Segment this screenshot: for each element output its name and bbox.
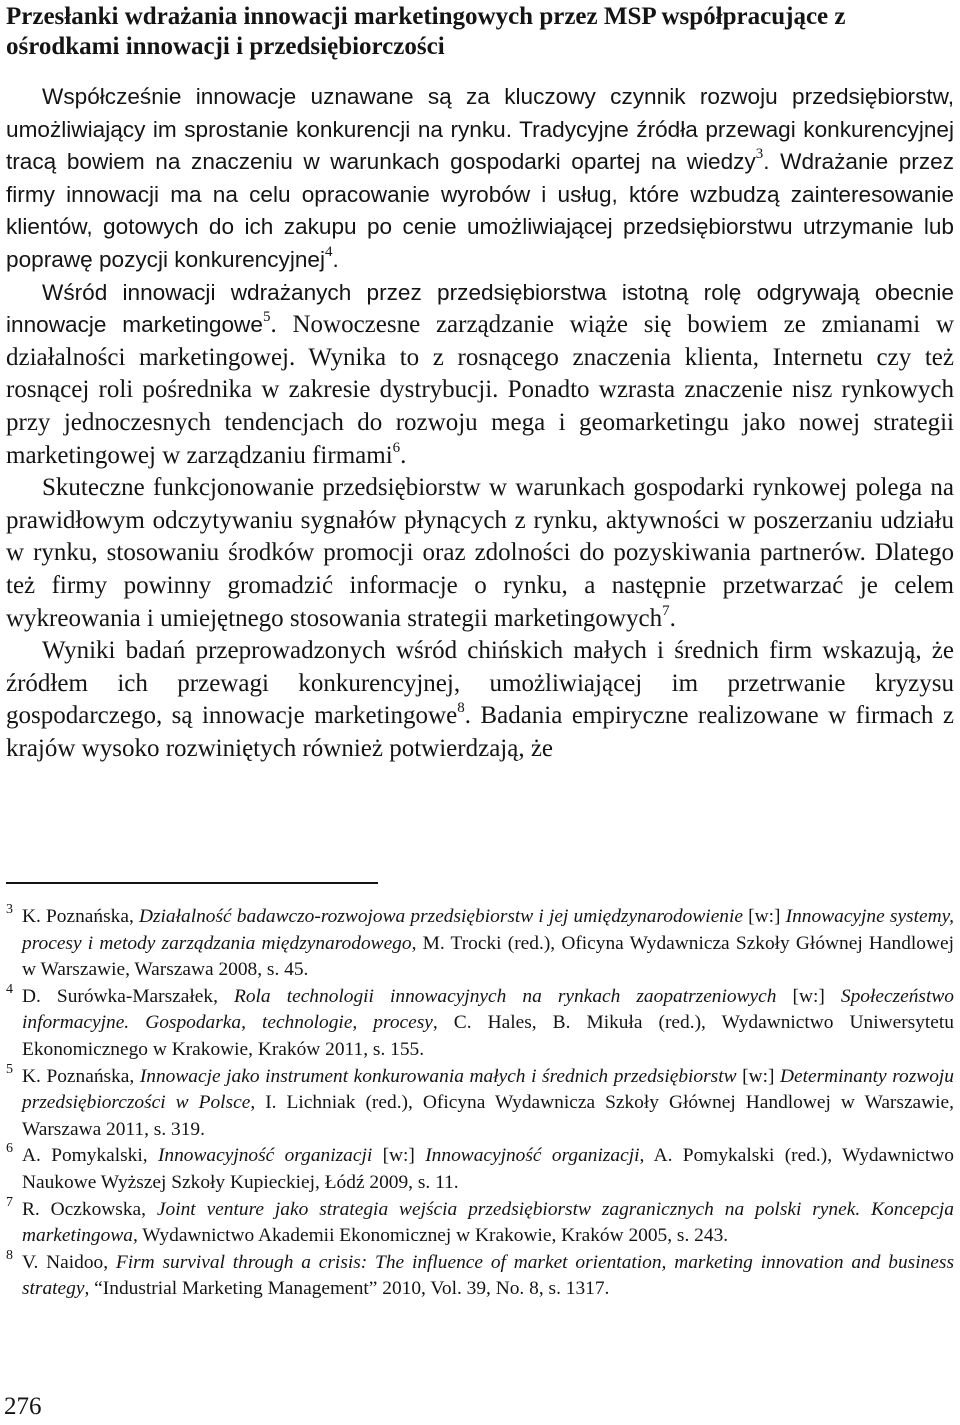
paragraph-text: Wśród innowacji wdrażanych przez przedsiębiorstwa istotną rolę odgrywają obecnie innowacje marketingowe <box>6 279 954 338</box>
footnote-text <box>22 904 954 984</box>
paragraph-text: . Badania empiryczne realizowane w firmach z krajów wysoko rozwiniętych również potwierdzają, że <box>6 702 954 762</box>
footnote-title: Rola technologii innowacyjnych na rynkach zaopatrzeniowych <box>234 985 777 1007</box>
footnote-text <box>22 984 954 1064</box>
footnote-segment: , “Industrial Marketing Management” 2010, Vol. 39, No. 8, s. 1317. <box>84 1278 610 1300</box>
footnote-title: Innowacyjne systemy, procesy i metody zarządzania międzynarodowego <box>22 906 954 954</box>
footnote-ref: 8 <box>457 700 465 717</box>
footnote-number: 6 <box>6 1141 13 1157</box>
footnote-title: Innowacyjność organizacji <box>157 1145 373 1167</box>
footnote-number: 7 <box>6 1194 13 1210</box>
paragraph-text: . <box>332 246 339 272</box>
footnote-title: Innowacyjność organizacji <box>425 1145 640 1167</box>
paragraph-text: Współcześnie innowacje uznawane są za kluczowy czynnik rozwoju przedsiębiorstw, umożliwiający im sprostanie konkurencji na rynku. Tradycyjne źródła przewagi konkurencyjnej tracą bowiem na znaczeniu w warunkach gospodarki opartej na wiedzy <box>6 84 954 175</box>
footnote-segment: , A. Pomykalski (red.), Wydawnictwo Naukowe Wyższej Szkoły Kupieckiej, Łódź 2009, s. 11. <box>22 1145 954 1193</box>
footnote-ref: 3 <box>755 146 764 163</box>
footnote-separator <box>6 882 378 884</box>
footnote-number: 3 <box>6 902 13 917</box>
footnote-title: Determinanty rozwoju przedsiębiorczości w Polsce <box>22 1065 955 1114</box>
footnote-number: 8 <box>6 1247 13 1263</box>
footnote-number: 5 <box>6 1061 13 1077</box>
paragraph-text: . Nowoczesne zarządzanie wiąże się bowiem ze zmianami w działalności marketingowej. Wynika to z rosnącego znaczenia klienta, Internetu czy też rosnącej roli pośrednika w zakresie dystrybucji. Ponadto wzrasta znaczenie nisz rynkowych przy jednoczesnych tendencjach do rozwoju mega i geomarketingu jako nowej strategii marketingowej w zarządzaniu firmami <box>6 311 954 469</box>
paragraph-text: Skuteczne funkcjonowanie przedsiębiorstw w warunkach gospodarki rynkowej polega na prawidłowym odczytywaniu sygnałów płynących z rynku, aktywności w poszerzaniu udziału w rynku, stosowaniu środków promocji oraz zdolności do pozyskiwania partnerów. Dlatego też firmy powinny gromadzić informacje o rynku, a następnie przetwarzać je celem wykreowania i umiejętnego stosowania strategii marketingowych <box>6 474 954 632</box>
footnote-segment: R. Oczkowska, <box>22 1198 157 1220</box>
section-title: Przesłanki wdrażania innowacji marketingowych przez MSP współpracujące z ośrodkami innowacji i przedsiębiorczości <box>6 3 846 60</box>
footnote-segment: K. Poznańska, <box>22 906 139 927</box>
paragraph <box>6 277 954 473</box>
footnote <box>6 1143 954 1196</box>
footnotes <box>6 904 954 1303</box>
footnote <box>6 1061 955 1144</box>
footnote-title: Działalność badawczo-rozwojowa przedsiębiorstw i jej umiędzynarodowienie <box>138 906 743 927</box>
footnote-title: Społeczeństwo informacyjne. Gospodarka, technologie, procesy <box>22 985 954 1034</box>
footnote-segment: A. Pomykalski, <box>22 1145 158 1167</box>
footnote-ref: 7 <box>662 602 670 619</box>
paragraph-text: . Wdrażanie przez firmy innowacji ma na celu opracowanie wyrobów i usług, które wzbudzą zainteresowanie klientów, gotowych do ich zakupu po cenie umożliwiającej przedsiębiorstwu utrzymanie lub poprawę pozycji konkurencyjnej <box>6 149 954 272</box>
paragraph <box>6 472 954 635</box>
paragraph-text: Wyniki badań przeprowadzonych wśród chińskich małych i średnich firm wskazują, że źródłem ich przewagi konkurencyjnej, umożliwiającej im przetrwanie kryzysu gospodarczego, są innowacje marketingowe <box>6 637 954 730</box>
footnote <box>6 904 954 984</box>
footnote-ref: 5 <box>262 309 271 326</box>
footnote-segment: K. Poznańska, <box>22 1065 140 1087</box>
footnote-text <box>22 1250 954 1303</box>
paragraph-text: . <box>400 441 407 469</box>
paragraph <box>6 81 954 277</box>
footnote-segment: V. Naidoo, <box>22 1251 116 1273</box>
footnote-segment: , I. Lichniak (red.), Oficyna Wydawnicza Szkoły Głównej Handlowej w Warszawie, Warszawa 2011, s. 319. <box>22 1092 954 1140</box>
footnote-segment: D. Surówka-Marszałek, <box>22 985 234 1007</box>
footnote <box>6 981 954 1064</box>
footnote-segment: [w:] <box>372 1145 426 1167</box>
footnote-ref: 4 <box>325 243 333 260</box>
footnote-title: Firm survival through a crisis: The influence of market orientation, marketing innovation and business strategy <box>22 1251 954 1300</box>
body-text <box>6 81 954 765</box>
footnote-ref: 6 <box>392 439 401 456</box>
footnote <box>6 1194 954 1250</box>
footnote-segment: [w:] <box>742 906 786 927</box>
footnote-title: Innowacje jako instrument konkurowania małych i średnich przedsiębiorstw <box>139 1065 737 1087</box>
footnote-segment: [w:] <box>736 1065 781 1087</box>
footnote <box>6 1247 954 1303</box>
footnote-number: 4 <box>6 981 13 997</box>
footnote-segment: [w:] <box>776 985 841 1007</box>
page-number: 276 <box>4 1393 42 1420</box>
footnote-text <box>22 1197 954 1250</box>
paragraph-text: . <box>669 604 676 632</box>
footnote-segment: , Wydawnictwo Akademii Ekonomicznej w Krakowie, Kraków 2005, s. 243. <box>132 1225 729 1247</box>
footnote-title: Joint venture jako strategia wejścia przedsiębiorstw zagranicznych na polski rynek. Koncepcja marketingowa <box>22 1198 954 1247</box>
footnote-text <box>22 1143 954 1196</box>
footnote-segment: , C. Hales, B. Mikuła (red.), Wydawnictwo Uniwersytetu Ekonomicznego w Krakowie, Kraków 2011, s. 155. <box>22 1012 954 1060</box>
footnote-segment: , M. Trocki (red.), Oficyna Wydawnicza Szkoły Głównej Handlowej w Warszawie, Warszawa 2008, s. 45. <box>22 932 954 981</box>
footnote-text <box>22 1064 954 1144</box>
paragraph <box>6 635 954 765</box>
